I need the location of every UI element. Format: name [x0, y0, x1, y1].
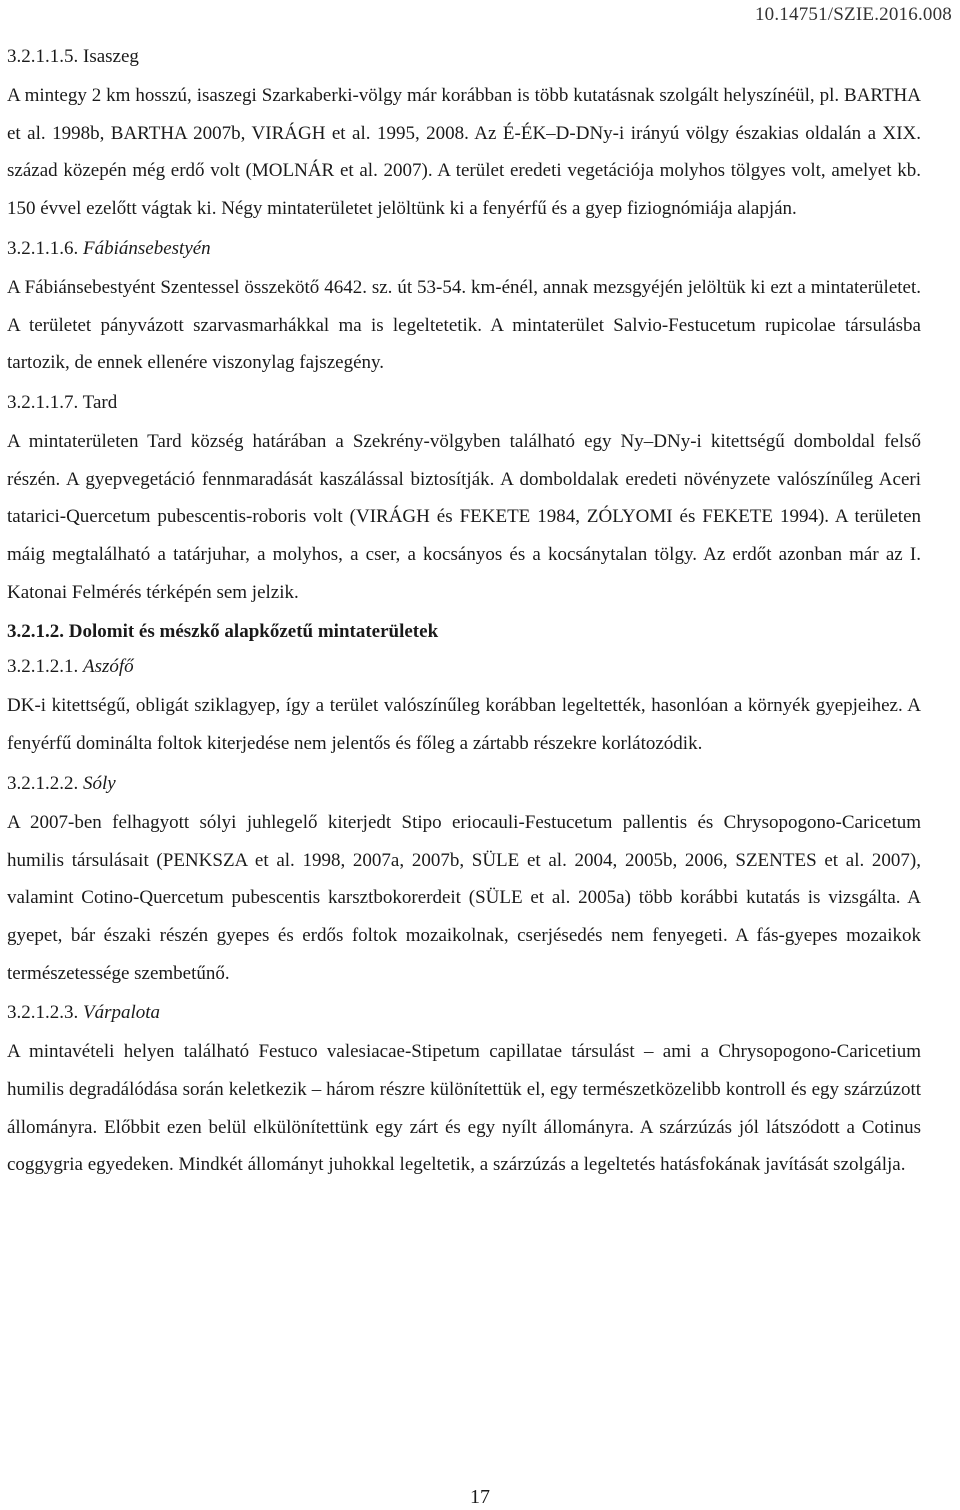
section-text-varpalota: A mintavételi helyen található Festuco valesiacae-Stipetum capillatae társulást – ami a Chrysopogono-Caricetium humilis degradálódása során keletkezik – három részre különítettük el, egy természetközelibb kontroll és egy szárzúzott állományra. Előbbit ezen belül elkülönítettünk egy zárt és egy nyílt állományra. A szárzúzás jól látszódott a Cotinus coggygria egyedeken. Mindkét állományt juhokkal legeltetik, a szárzúzás a legeltetés hatásfokának javítását szolgálja. [7, 1041, 921, 1176]
section-text-isaszeg: A mintegy 2 km hosszú, isaszegi Szarkaberki-völgy már korábban is több kutatásnak szolgált helyszínéül, pl. BARTHA et al. 1998b, BARTHA 2007b, VIRÁGH et al. 1995, 2008. Az É-ÉK–D-DNy-i irányú völgy északias oldalán a XIX. század közepén még erdő volt (MOLNÁR et al. 2007). A terület eredeti vegetációja molyhos tölgyes volt, amelyet kb. 150 évvel ezelőtt vágtak ki. Négy mintaterületet jelöltünk ki a fenyérfű és a gyep fiziognómiája alapján. [7, 85, 921, 220]
section-number: 3.2.1.2. [7, 621, 64, 643]
section-title: Tard [82, 391, 118, 413]
section-text-soly: A 2007-ben felhagyott sólyi juhlegelő kiterjedt Stipo eriocauli-Festucetum pallentis és Chrysopogono-Caricetum humilis társulásait (PENKSZA et al. 1998, 2007a, 2007b, SÜLE et al. 2004, 2005b, 2006, SZENTES et al. 2007), valamint Cotino-Quercetum pubescentis karsztbokorerdeit (SÜLE et al. 2005a) több korábbi kutatás is vizsgálta. A gyepet, bár északi részén gyepes és erdős foltok mozaikolnak, cserjésedés nem fenyegeti. A fás-gyepes mozaikok természetessége szembetűnő. [7, 811, 921, 984]
section-heading-aszofo [7, 652, 921, 682]
page-body [7, 42, 921, 1190]
section-number: 3.2.1.1.6. [7, 237, 79, 259]
section-text-aszofo: DK-i kitettségű, obligát sziklagyep, így a terület valószínűleg korábban legeltették, hasonlóan a környék gyepjeihez. A fenyérfű dominálta foltok kiterjedése nem jelentős és főleg a zártabb részekre korlátozódik. [7, 695, 921, 755]
section-heading-varpalota [7, 998, 921, 1028]
section-number: 3.2.1.2.3. [7, 1002, 79, 1024]
doi-header: 10.14751/SZIE.2016.008 [754, 4, 952, 25]
section-heading-dolomit [7, 617, 921, 647]
section-title: Várpalota [83, 1002, 161, 1024]
section-title: Sóly [83, 772, 116, 794]
section-heading-fabiansebestyen [7, 234, 921, 264]
section-text-tard: A mintaterületen Tard község határában a Szekrény-völgyben található egy Ny–DNy-i kitettségű domboldal felső részén. A gyepvegetáció fennmaradását kaszálással biztosítják. A domboldalak eredeti növényzete valószínűleg Aceri tatarici-Quercetum pubescentis-roboris volt (VIRÁGH és FEKETE 1984, ZÓLYOMI és FEKETE 1994). A területen máig megtalálható a tatárjuhar, a molyhos, a cser, a kocsányos és a kocsánytalan tölgy. Az erdőt azonban már az I. Katonai Felmérés térképén sem jelzik. [7, 430, 921, 603]
section-number: 3.2.1.1.7. [7, 391, 79, 413]
section-title: Fábiánsebestyén [83, 237, 211, 259]
section-heading-tard [7, 388, 921, 418]
section-title: Aszófő [83, 656, 134, 678]
section-number: 3.2.1.2.2. [7, 772, 79, 794]
section-title: Dolomit és mészkő alapkőzetű mintaterületek [68, 621, 439, 643]
section-number: 3.2.1.1.5. [7, 46, 79, 67]
section-number: 3.2.1.2.1. [7, 656, 79, 678]
section-title: Isaszeg [83, 46, 139, 67]
page-number: 17 [470, 1486, 490, 1508]
section-heading-soly [7, 769, 921, 799]
section-text-fabiansebestyen: A Fábiánsebestyént Szentessel összekötő 4642. sz. út 53-54. km-énél, annak mezsgyéjén jelöltük ki ezt a mintaterületet. A területet pányvázott szarvasmarhákkal ma is legeltetetik. A mintaterület Salvio-Festucetum rupicolae társulásba tartozik, de ennek ellenére viszonylag fajszegény. [7, 276, 921, 374]
section-heading-isaszeg [7, 42, 921, 72]
